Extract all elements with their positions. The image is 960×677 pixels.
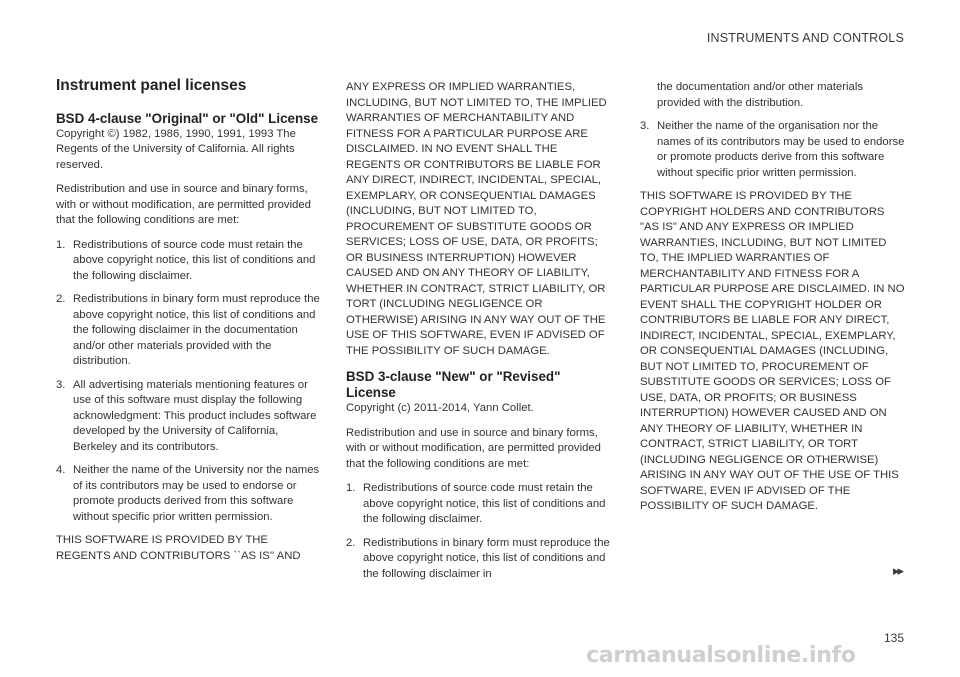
bsd4-disclaimer-cont: ANY EXPRESS OR IMPLIED WARRANTIES, INCLUDING, BUT NOT LIMITED TO, THE IMPLIED WARRANTIES OF MERCHANTABILITY AND FITNESS FOR A PARTICULAR PURPOSE ARE DISCLAIMED. IN NO EVENT SHALL THE REGENTS OR CONTRIBUTORS BE LIABLE FOR ANY DIRECT, INDIRECT, INCIDENTAL, SPECIAL, EXEMPLARY, OR CONSEQUENTIAL DAMAGES (INCLUDING, BUT NOT LIMITED TO, PROCUREMENT OF SUBSTITUTE GOODS OR SERVICES; LOSS OF USE, DATA, OR PROFITS; OR BUSINESS INTERRUPTION) HOWEVER CAUSED AND ON ANY THEORY OF LIABILITY, WHETHER IN CONTRACT, STRICT LIABILITY, OR TORT (INCLUDING NEGLIGENCE OR OTHERWISE) ARISING IN ANY WAY OUT OF THE USE OF THIS SOFTWARE, EVEN IF ADVISED OF THE POSSIBILITY OF SUCH DAMAGE. [346,81,607,357]
list-number: 2. [56,293,66,305]
bsd3-intro: Redistribution and use in source and binary forms, with or without modification, are permitted provided that the following conditions are met: [346,426,601,470]
list-text: Neither the name of the University nor the names of its contributors may be used to endorse or promote products derived from this software without specific prior written permission. [73,464,320,523]
bsd4-intro: Redistribution and use in source and binary forms, with or without modification, are permitted provided that the following conditions are met: [56,183,311,226]
list-text: Neither the name of the organisation nor the names of its contributors may be used to endorse or promote products derive from this software without specific prior written permission. [657,120,905,179]
list-number: 4. [56,464,66,476]
list-number: 2. [346,536,356,549]
column-2 [346,80,612,590]
list-text: Redistributions of source code must retain the above copyright notice, this list of conditions and the following disclaimer. [363,482,606,525]
bsd3-disclaimer: THIS SOFTWARE IS PROVIDED BY THE COPYRIGHT HOLDERS AND CONTRIBUTORS "AS IS" AND ANY EXPRESS OR IMPLIED WARRANTIES, INCLUDING, BUT NOT LIMITED TO, THE IMPLIED WARRANTIES OF MERCHANTABILITY AND FITNESS FOR A PARTICULAR PURPOSE ARE DISCLAIMED. IN NO EVENT SHALL THE COPYRIGHT HOLDER OR CONTRIBUTORS BE LIABLE FOR ANY DIRECT, INDIRECT, INCIDENTAL, SPECIAL, EXEMPLARY, OR CONSEQUENTIAL DAMAGES (INCLUDING, BUT NOT LIMITED TO, PROCUREMENT OF SUBSTITUTE GOODS OR SERVICES; LOSS OF USE, DATA, OR PROFITS; OR BUSINESS INTERRUPTION) HOWEVER CAUSED AND ON ANY THEORY OF LIABILITY, WHETHER IN CONTRACT, STRICT LIABILITY, OR TORT (INCLUDING NEGLIGENCE OR OTHERWISE) ARISING IN ANY WAY OUT OF THE USE OF THIS SOFTWARE, EVEN IF ADVISED OF THE POSSIBILITY OF SUCH DAMAGE. [640,190,905,512]
bsd3-heading: BSD 3-clause "New" or "Revised" License [346,369,561,400]
list-item [56,292,322,370]
list-item [640,119,906,181]
list-number: 3. [56,378,66,391]
page-number: 135 [884,631,905,645]
list-number: 1. [346,482,356,494]
list-number: 1. [56,238,66,251]
list-text: Redistributions in binary form must reproduce the above copyright notice, this list of conditions and the following disclaimer in [363,536,610,580]
list-item [56,378,322,456]
list-item [56,463,322,525]
list-text: Redistributions of source code must retain the above copyright notice, this list of conditions and the following disclaimer. [73,238,316,282]
bsd3-conditions-list [346,481,612,582]
list-text: All advertising materials mentioning features or use of this software must display the following acknowledgment: This product includes software developed by the University of California, Berkeley and its contributors. [73,378,317,453]
column-1 [56,72,322,573]
list-item [346,536,612,583]
page-title: Instrument panel licenses [56,77,247,94]
bsd3-conditions-list-cont [640,80,906,181]
watermark: carmanualsonline.info [586,643,856,668]
bsd4-heading: BSD 4-clause "Original" or "Old" License [56,110,319,126]
list-number: 3. [640,120,650,132]
section-header: INSTRUMENTS AND CONTROLS [706,31,904,45]
continue-arrows-icon: ▸▸ [893,563,903,578]
list-text: Redistributions in binary form must reproduce the above copyright notice, this list of conditions and the following disclaimer in the documentation and/or other materials provided with the distribution. [73,293,320,367]
bsd3-copyright: Copyright (c) 2011-2014, Yann Collet. [346,402,534,414]
bsd4-disclaimer-start: THIS SOFTWARE IS PROVIDED BY THE REGENTS AND CONTRIBUTORS ``AS IS'' AND [56,534,301,562]
bsd4-conditions-list [56,238,322,526]
bsd4-copyright: Copyright ©) 1982, 1986, 1990, 1991, 1993 The Regents of the University of California. All rights reserved. [56,127,296,171]
list-text: the documentation and/or other materials provided with the distribution. [657,81,863,109]
list-item [640,80,906,111]
column-3 [640,80,906,524]
list-item [56,238,322,285]
list-item [346,481,612,528]
